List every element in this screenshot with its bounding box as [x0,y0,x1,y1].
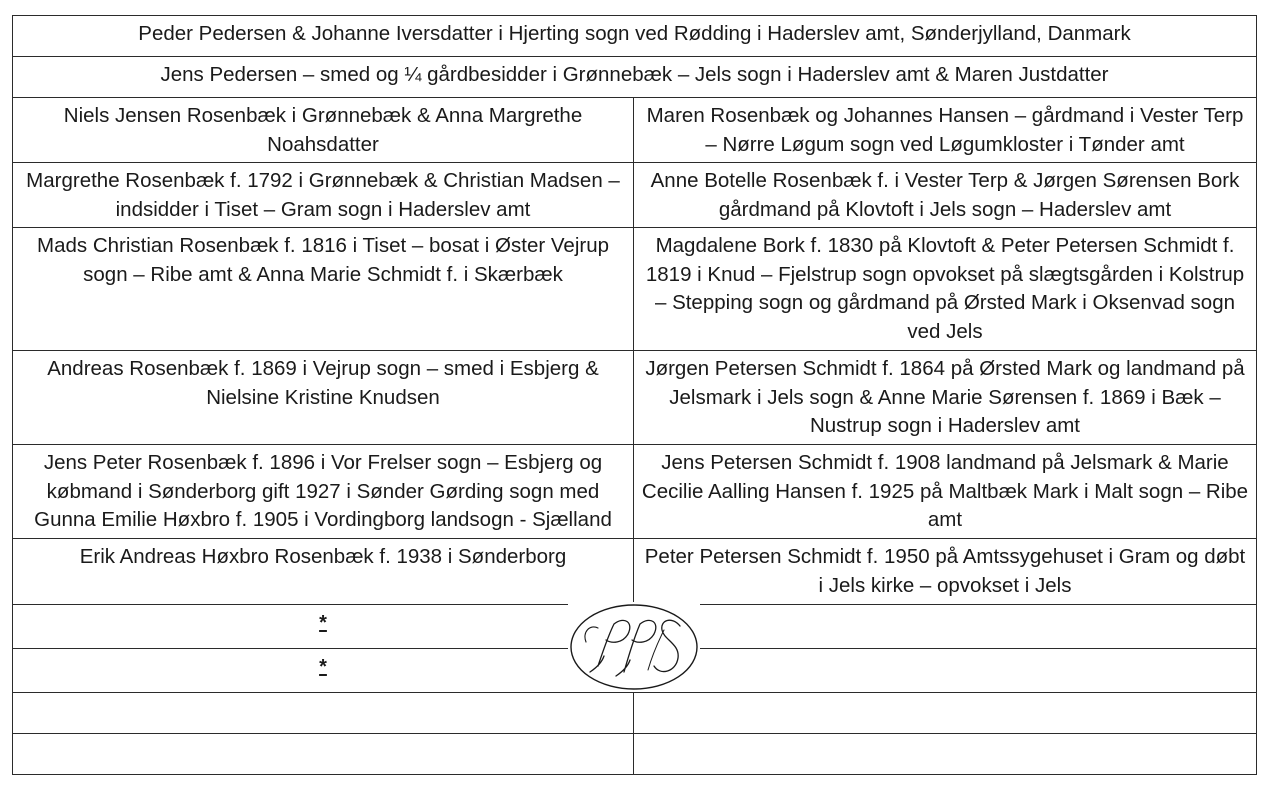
left-line-cell [13,649,634,693]
left-line-cell [13,605,634,649]
descendant-marker: * [319,612,327,634]
generation-row [13,163,1257,228]
generation-row [13,351,1257,445]
right-line-cell: Jens Petersen Schmidt f. 1908 landmand på Jelsmark & Marie Cecilie Aalling Hansen f. 1925 på Maltbæk Mark i Malt sogn – Ribe amt [634,445,1257,539]
right-line-cell: Peter Petersen Schmidt f. 1950 på Amtssygehuset i Gram og døbt i Jels kirke – opvokset i Jels [634,539,1257,605]
right-line-cell: Magdalene Bork f. 1830 på Klovtoft & Peter Petersen Schmidt f. 1819 i Knud – Fjelstrup sogn opvokset på slægtsgården i Kolstrup – Stepping sogn og gårdmand på Ørsted Mark i Oksenvad sogn ved Jels [634,228,1257,351]
ancestor-couple-cell: Jens Pedersen – smed og ¼ gårdbesidder i Grønnebæk – Jels sogn i Haderslev amt & Maren Justdatter [13,57,1257,98]
left-line-cell: Margrethe Rosenbæk f. 1792 i Grønnebæk & Christian Madsen – indsidder i Tiset – Gram sogn i Haderslev amt [13,163,634,228]
empty-row [13,693,1257,734]
right-line-cell: Anne Botelle Rosenbæk f. i Vester Terp & Jørgen Sørensen Bork gårdmand på Klovtoft i Jels sogn – Haderslev amt [634,163,1257,228]
header-row-1 [13,16,1257,57]
left-line-cell [13,693,634,734]
monogram-seal-graphic [568,602,700,692]
left-line-cell: Andreas Rosenbæk f. 1869 i Vejrup sogn – smed i Esbjerg & Nielsine Kristine Knudsen [13,351,634,445]
right-line-cell [634,605,1257,649]
generation-row [13,98,1257,163]
monogram-seal-icon [568,602,700,692]
empty-row [13,734,1257,775]
left-line-cell: Jens Peter Rosenbæk f. 1896 i Vor Frelser sogn – Esbjerg og købmand i Sønderborg gift 1927 i Sønder Gørding sogn med Gunna Emilie Høxbro f. 1905 i Vordingborg landsogn - Sjælland [13,445,634,539]
left-line-cell: Niels Jensen Rosenbæk i Grønnebæk & Anna Margrethe Noahsdatter [13,98,634,163]
ancestor-couple-cell: Peder Pedersen & Johanne Iversdatter i Hjerting sogn ved Rødding i Haderslev amt, Sønderjylland, Danmark [13,16,1257,57]
right-line-cell: Maren Rosenbæk og Johannes Hansen – gårdmand i Vester Terp – Nørre Løgum sogn ved Løgumkloster i Tønder amt [634,98,1257,163]
right-line-cell: Jørgen Petersen Schmidt f. 1864 på Ørsted Mark og landmand på Jelsmark i Jels sogn & Anne Marie Sørensen f. 1869 i Bæk – Nustrup sogn i Haderslev amt [634,351,1257,445]
right-line-cell [634,734,1257,775]
generation-row [13,445,1257,539]
left-line-cell: Erik Andreas Høxbro Rosenbæk f. 1938 i Sønderborg [13,539,634,605]
right-line-cell [634,693,1257,734]
right-line-cell [634,649,1257,693]
generation-row [13,539,1257,605]
header-row-2 [13,57,1257,98]
descendant-marker: * [319,656,327,678]
left-line-cell: Mads Christian Rosenbæk f. 1816 i Tiset – bosat i Øster Vejrup sogn – Ribe amt & Anna Marie Schmidt f. i Skærbæk [13,228,634,351]
left-line-cell [13,734,634,775]
generation-row [13,228,1257,351]
